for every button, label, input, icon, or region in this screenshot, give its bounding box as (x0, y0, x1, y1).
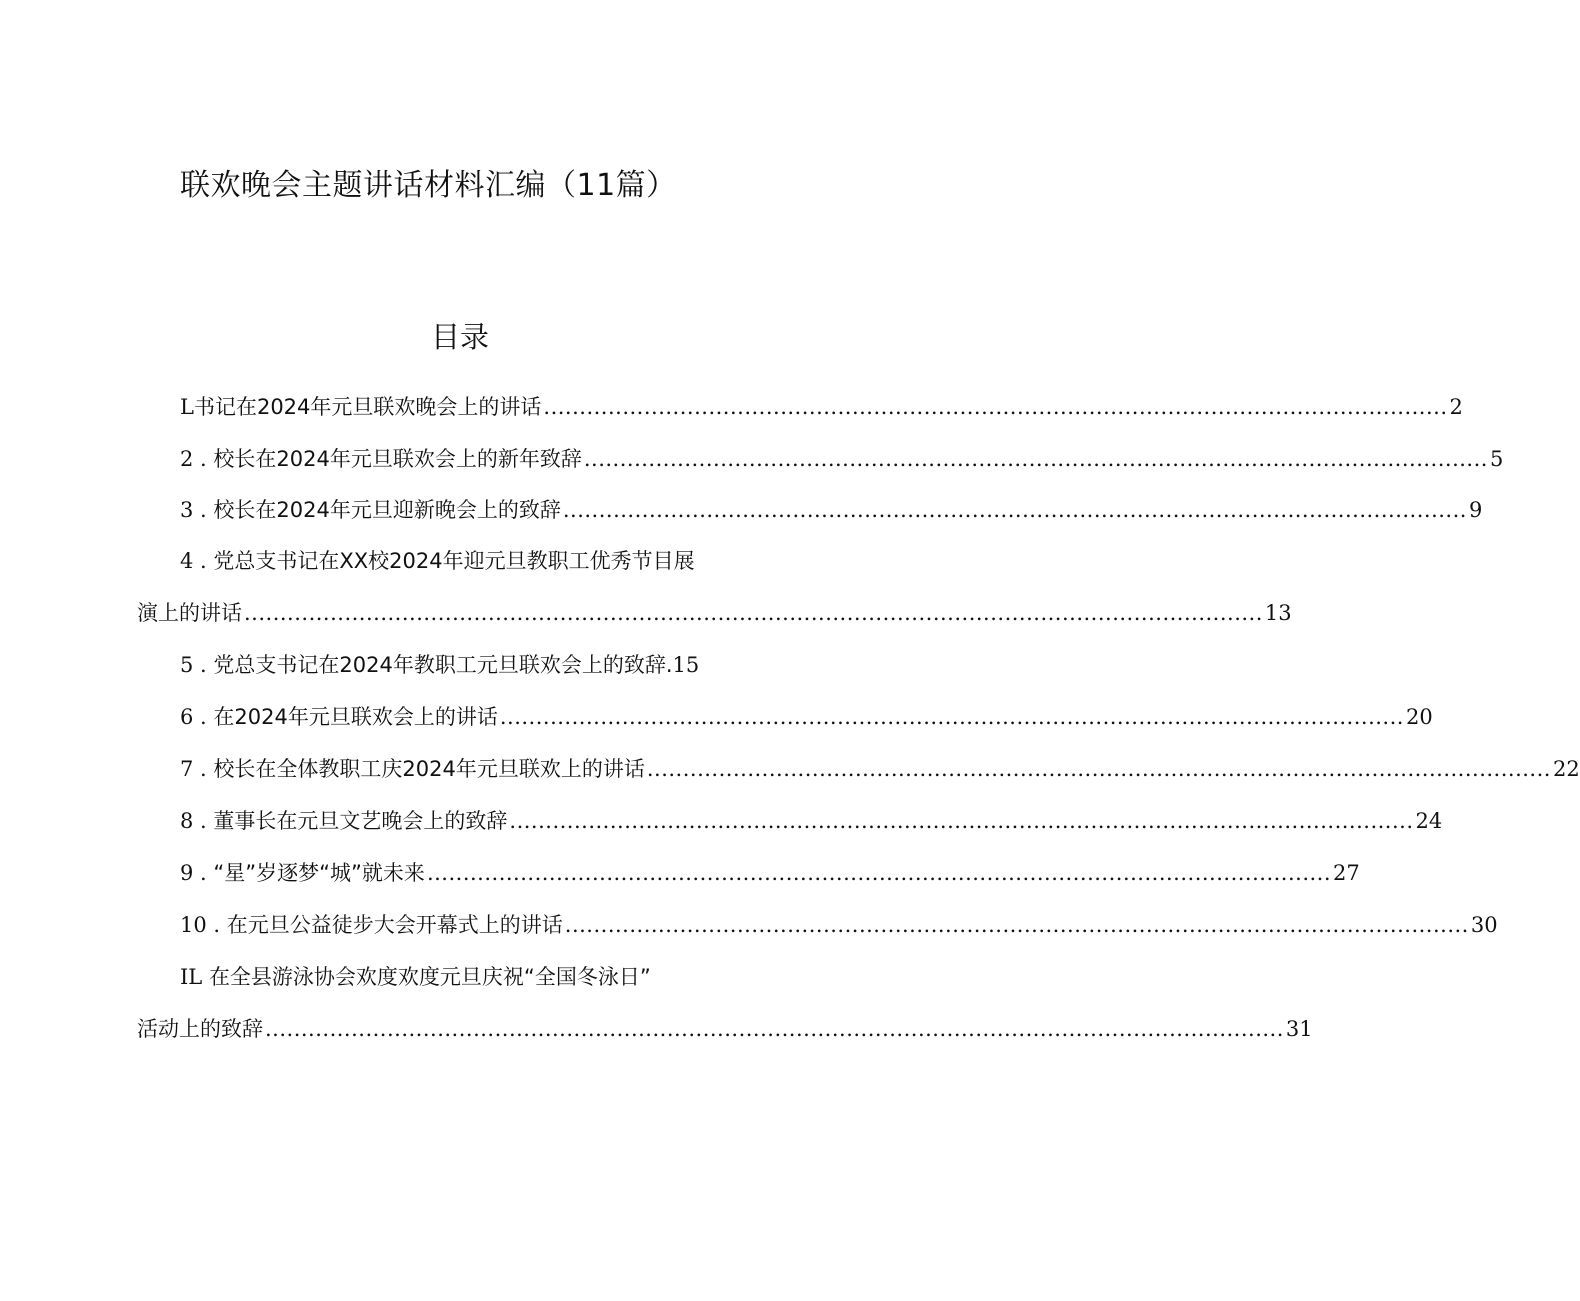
toc-heading: 目录 (430, 320, 489, 354)
leader-dots: .............................................................................................................................. (583, 447, 1488, 471)
toc-entry-title: 党总支书记在2024年教职工元旦联欢会上的致辞. (213, 653, 673, 677)
toc-entry-number: L (180, 395, 194, 419)
toc-entry-page: 30 (1470, 913, 1498, 937)
toc-entry-number: 2 . (180, 447, 207, 471)
toc-entry-page: 31 (1285, 1017, 1313, 1041)
toc-entry-10[interactable] (180, 910, 1498, 940)
document-title: 联欢晚会主题讲话材料汇编（11篇） (180, 168, 677, 203)
toc-entry-title-cont: 活动上的致辞 (137, 1017, 263, 1041)
toc-entry-title: “星”岁逐梦“城”就未来 (213, 861, 425, 885)
toc-entry-page: 2 (1449, 395, 1463, 419)
toc-entry-1[interactable] (180, 392, 1463, 422)
toc-entry-title: 在2024年元旦联欢会上的讲话 (213, 705, 498, 729)
toc-entry-11-line1[interactable] (180, 962, 651, 992)
toc-entry-title: 校长在2024年元旦迎新晚会上的致辞 (213, 498, 561, 522)
leader-dots: .............................................................................................................................. (543, 395, 1448, 419)
leader-dots: .............................................................................................................................. (564, 913, 1469, 937)
toc-entry-page: 20 (1405, 705, 1433, 729)
toc-entry-5[interactable] (180, 650, 699, 680)
toc-entry-2[interactable] (180, 444, 1504, 474)
toc-entry-title: 在全县游泳协会欢度欢度元旦庆祝“全国冬泳日” (208, 965, 651, 989)
toc-entry-number: 5 . (180, 653, 207, 677)
toc-entry-title: 董事长在元旦文艺晚会上的致辞 (213, 809, 508, 833)
toc-entry-number: 9 . (180, 861, 207, 885)
toc-entry-page: 27 (1333, 861, 1360, 885)
toc-entry-number: 3 . (180, 498, 207, 522)
toc-entry-6[interactable] (180, 702, 1433, 732)
toc-entry-number: 6 . (180, 705, 207, 729)
toc-entry-number: 10 . (180, 913, 221, 937)
toc-entry-page: 22 (1552, 757, 1580, 781)
toc-entry-8[interactable] (180, 806, 1443, 836)
toc-entry-page: 15 (672, 653, 700, 677)
toc-entry-title: 书记在2024年元旦联欢晚会上的讲话 (193, 395, 542, 419)
toc-entry-4-line2[interactable] (137, 598, 1292, 628)
toc-entry-page: 5 (1489, 447, 1504, 471)
toc-entry-page: 9 (1468, 498, 1483, 522)
toc-entry-4-line1[interactable] (180, 546, 695, 576)
toc-entry-number: 7 . (180, 757, 207, 781)
leader-dots: .............................................................................................................................................. (244, 601, 1263, 625)
leader-dots: .............................................................................................................................................. (265, 1017, 1284, 1041)
toc-entry-page: 24 (1415, 809, 1443, 833)
toc-entry-11-line2[interactable] (137, 1014, 1313, 1044)
toc-entry-number: IL (180, 965, 203, 989)
leader-dots: .............................................................................................................................. (646, 757, 1551, 781)
toc-entry-3[interactable] (180, 495, 1483, 525)
toc-entry-title: 校长在全体教职工庆2024年元旦联欢上的讲话 (213, 757, 645, 781)
toc-entry-number: 4 . (180, 549, 207, 573)
toc-entry-title: 在元旦公益徒步大会开幕式上的讲话 (226, 913, 563, 937)
leader-dots: .............................................................................................................................. (509, 809, 1414, 833)
toc-entry-title-cont: 演上的讲话 (137, 601, 242, 625)
toc-entry-title: 校长在2024年元旦联欢会上的新年致辞 (213, 447, 582, 471)
toc-entry-number: 8 . (180, 809, 207, 833)
toc-entry-title: 党总支书记在XX校2024年迎元旦教职工优秀节目展 (213, 549, 695, 573)
leader-dots: .............................................................................................................................. (562, 498, 1467, 522)
toc-entry-page: 13 (1264, 601, 1292, 625)
leader-dots: .............................................................................................................................. (499, 705, 1404, 729)
toc-entry-7[interactable] (180, 754, 1580, 784)
leader-dots: .............................................................................................................................. (426, 861, 1332, 885)
toc-entry-9[interactable] (180, 858, 1360, 888)
